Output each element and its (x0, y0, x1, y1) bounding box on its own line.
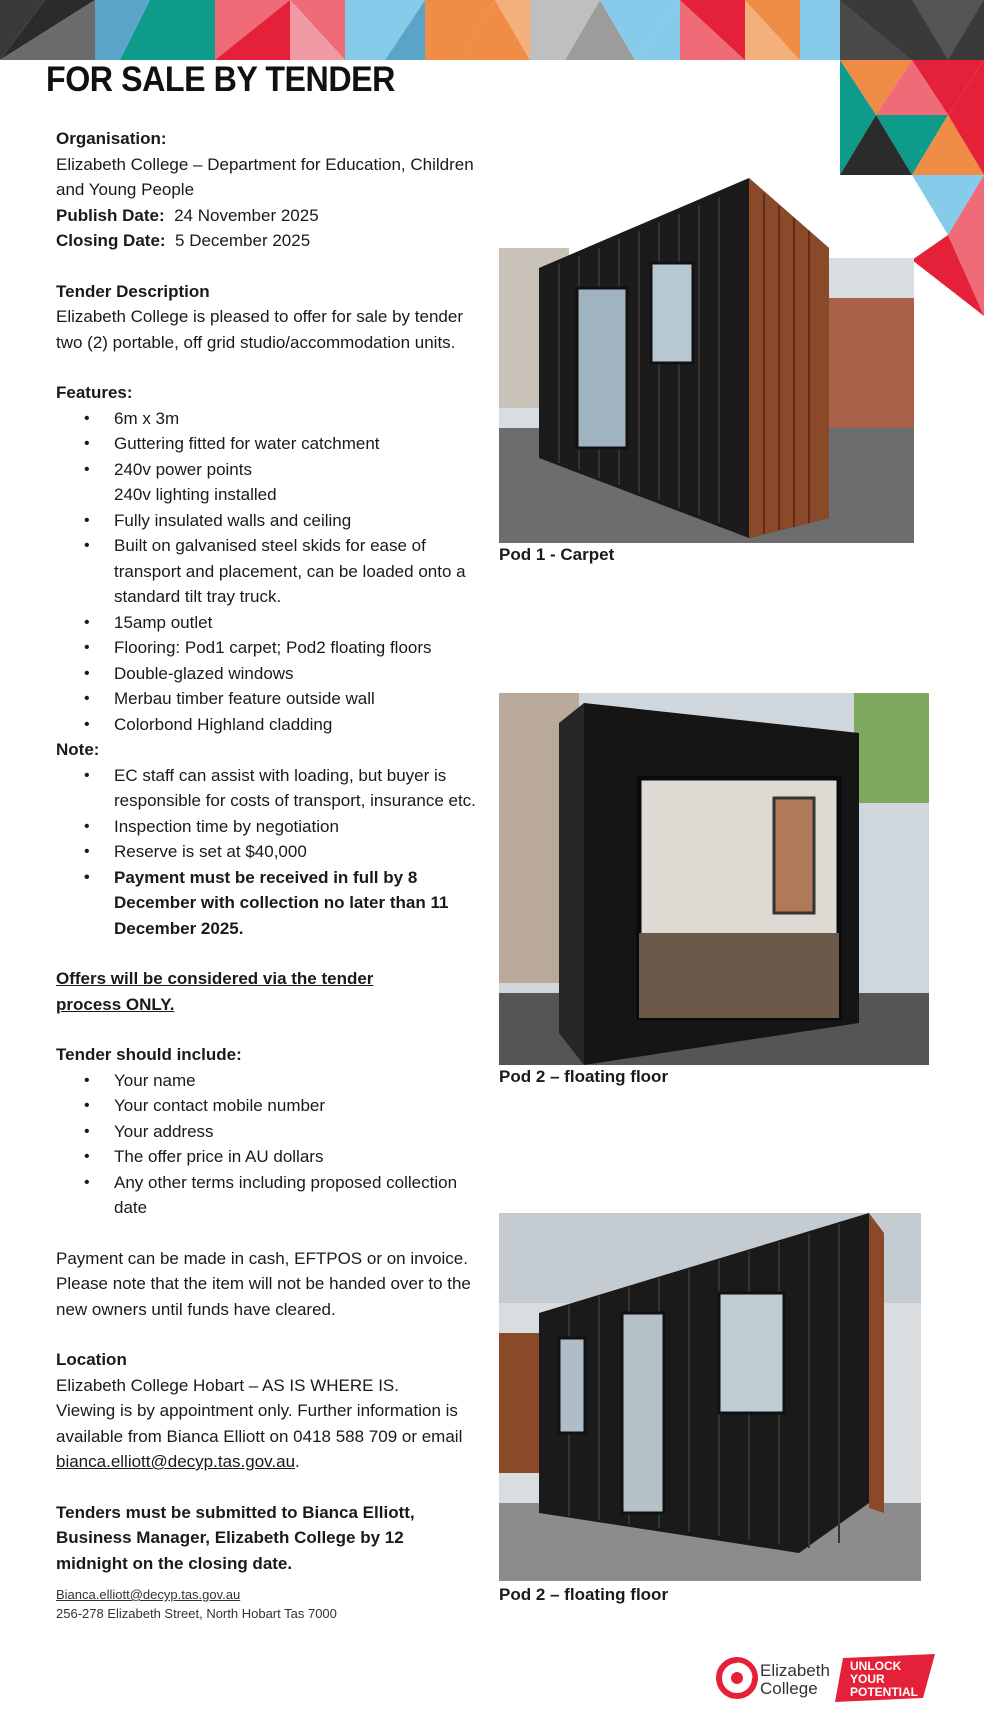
pod1-caption: Pod 1 - Carpet (499, 545, 615, 564)
list-item: • Double-glazed windows (114, 661, 476, 687)
elizabeth-college-logo (715, 1652, 935, 1704)
footer-contact (56, 1585, 337, 1623)
list-item: • Your address (114, 1119, 476, 1145)
description-text: Elizabeth College is pleased to offer for sale by tender two (2) portable, off grid studio/accommodation units. (56, 307, 463, 352)
list-item: • Inspection time by negotiation (114, 814, 476, 840)
location-line2: Viewing is by appointment only. Further information is available from Bianca Elliott on 0418 588 709 or email (56, 1401, 463, 1446)
pod2-caption-1: Pod 2 – floating floor (499, 1067, 669, 1086)
tender-include-list (56, 1068, 476, 1221)
closing-date-label: Closing Date: (56, 231, 166, 250)
note-heading: Note: (56, 740, 100, 759)
publish-date-value: 24 November 2025 (174, 205, 319, 225)
list-item: • Reserve is set at $40,000 (114, 839, 476, 865)
list-item-continued (114, 482, 476, 508)
closing-date-value: 5 December 2025 (175, 231, 311, 250)
location-line1: Elizabeth College Hobart – AS IS WHERE IS. (56, 1375, 399, 1395)
list-item: • Colorbond Highland cladding (114, 712, 476, 738)
list-item: • Any other terms including proposed collection date (114, 1170, 476, 1221)
footer-address: 256-278 Elizabeth Street, North Hobart Tas 7000 (56, 1606, 337, 1621)
location-heading: Location (56, 1350, 127, 1369)
logo-name-line1: Elizabeth (760, 1661, 830, 1680)
payment-text: Payment can be made in cash, EFTPOS or on invoice. Please note that the item will not be handed over to the new owners until funds have cleared. (56, 1248, 471, 1319)
tender-include-heading: Tender should include: (56, 1045, 242, 1064)
pod1-photo (499, 178, 914, 543)
footer-email-link[interactable]: Bianca.elliott@decyp.tas.gov.au (56, 1587, 241, 1602)
list-item: • Flooring: Pod1 carpet; Pod2 floating floors (114, 635, 476, 661)
logo-tagline-line1: UNLOCK (850, 1659, 902, 1673)
list-item: 240v lighting installed (114, 485, 277, 504)
list-item: • EC staff can assist with loading, but buyer is responsible for costs of transport, insurance etc. (114, 763, 476, 814)
list-item: • 240v power points (114, 457, 476, 483)
decorative-banner (0, 0, 984, 60)
logo-tagline-line2: YOUR (850, 1672, 885, 1686)
list-item: • 6m x 3m (114, 406, 476, 432)
list-item: • 15amp outlet (114, 610, 476, 636)
location-period: . (295, 1452, 300, 1471)
organisation-value: Elizabeth College – Department for Education, Children and Young People (56, 154, 474, 199)
list-item: • Built on galvanised steel skids for ease of transport and placement, can be loaded onto a standard tilt tray truck. (114, 533, 476, 610)
logo-name-line2: College (760, 1679, 818, 1698)
pod2-photo-2 (499, 1213, 921, 1581)
features-list (56, 406, 476, 738)
list-item: • Your contact mobile number (114, 1093, 476, 1119)
contact-email-link[interactable]: bianca.elliott@decyp.tas.gov.au (56, 1452, 296, 1471)
publish-date-label: Publish Date: (56, 205, 165, 225)
pod2-photo-1 (499, 693, 929, 1065)
submission-text: Tenders must be submitted to Bianca Elliott, Business Manager, Elizabeth College by 12 midnight on the closing date. (56, 1502, 415, 1573)
list-item: • Your name (114, 1068, 476, 1094)
list-item: • Guttering fitted for water catchment (114, 431, 476, 457)
pod2-caption-2: Pod 2 – floating floor (499, 1585, 669, 1604)
logo-tagline-line3: POTENTIAL (850, 1685, 918, 1699)
list-item: • Payment must be received in full by 8 December with collection no later than 11 December 2025. (114, 865, 476, 942)
offers-notice: Offers will be considered via the tender process ONLY. (56, 969, 374, 1014)
list-item: • Fully insulated walls and ceiling (114, 508, 476, 534)
list-item: • Merbau timber feature outside wall (114, 686, 476, 712)
tender-details (56, 126, 476, 1576)
page-title: FOR SALE BY TENDER (46, 60, 395, 99)
features-heading: Features: (56, 383, 133, 402)
note-list (56, 763, 476, 942)
description-heading: Tender Description (56, 281, 210, 301)
list-item: • The offer price in AU dollars (114, 1144, 476, 1170)
organisation-label: Organisation: (56, 129, 167, 148)
